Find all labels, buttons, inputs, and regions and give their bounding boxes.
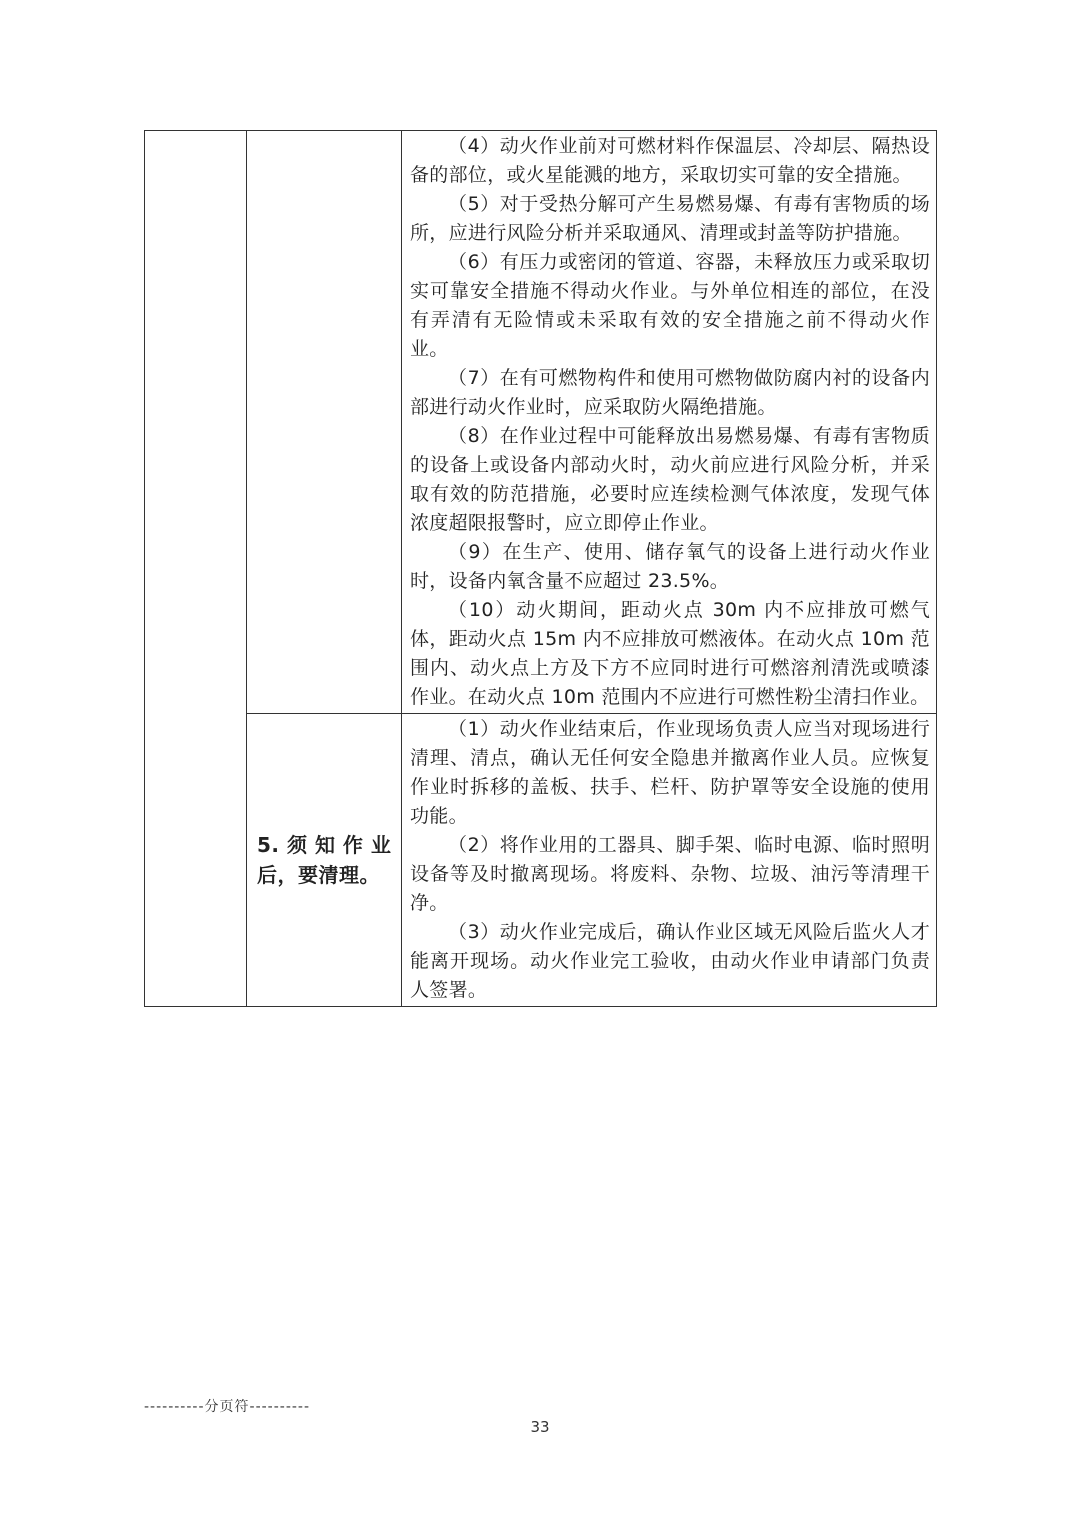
paragraph: （2）将作业用的工器具、脚手架、临时电源、临时照明设备等及时撤离现场。将废料、杂物、垃圾、油污等清理干净。 — [410, 834, 930, 914]
table-cell-step-heading — [247, 714, 402, 1007]
table-cell-requirements — [402, 131, 937, 714]
page-break-marker: ----------分页符---------- — [144, 1399, 311, 1415]
paragraph: （3）动火作业完成后，确认作业区域无风险后监火人才能离开现场。动火作业完工验收，由动火作业申请部门负责人签署。 — [410, 921, 930, 1001]
paragraph: （8）在作业过程中可能释放出易燃易爆、有毒有害物质的设备上或设备内部动火时，动火前应进行风险分析，并采取有效的防范措施，必要时应连续检测气体浓度，发现气体浓度超限报警时，应立即停止作业。 — [410, 425, 930, 534]
step-heading — [247, 830, 401, 890]
paragraph: （9）在生产、使用、储存氧气的设备上进行动火作业时，设备内氧含量不应超过 23.5%。 — [410, 541, 930, 592]
table-row — [145, 714, 937, 1007]
table-cell-step-empty — [247, 131, 402, 714]
paragraph: （4）动火作业前对可燃材料作保温层、冷却层、隔热设备的部位，或火星能溅的地方，采取切实可靠的安全措施。 — [410, 135, 930, 186]
table-cell-requirements — [402, 714, 937, 1007]
paragraph-list — [402, 714, 936, 1006]
paragraph: （7）在有可燃物构件和使用可燃物做防腐内衬的设备内部进行动火作业时，应采取防火隔绝措施。 — [410, 367, 930, 418]
paragraph: （1）动火作业结束后，作业现场负责人应当对现场进行清理、清点，确认无任何安全隐患并撤离作业人员。应恢复作业时拆移的盖板、扶手、栏杆、防护罩等安全设施的使用功能。 — [410, 718, 930, 827]
step-heading-line: 后，要清理。 — [257, 863, 380, 887]
table-cell-category — [145, 131, 247, 1007]
page-number: 33 — [530, 1418, 550, 1436]
paragraph-list — [402, 131, 936, 713]
paragraph: （10）动火期间，距动火点 30m 内不应排放可燃气体，距动火点 15m 内不应排放可燃液体。在动火点 10m 范围内、动火点上方及下方不应同时进行可燃溶剂清洗或喷漆作业。在动火点 10m 范围内不应进行可燃性粉尘清扫作业。 — [410, 599, 930, 708]
paragraph: （6）有压力或密闭的管道、容器，未释放压力或采取切实可靠安全措施不得动火作业。与外单位相连的部位，在没有弄清有无险情或未采取有效的安全措施之前不得动火作业。 — [410, 251, 930, 360]
step-heading-line: 5. 须 知 作 业 — [257, 833, 392, 857]
paragraph: （5）对于受热分解可产生易燃易爆、有毒有害物质的场所，应进行风险分析并采取通风、清理或封盖等防护措施。 — [410, 193, 930, 244]
table-row — [145, 131, 937, 714]
content-table — [144, 130, 937, 1007]
